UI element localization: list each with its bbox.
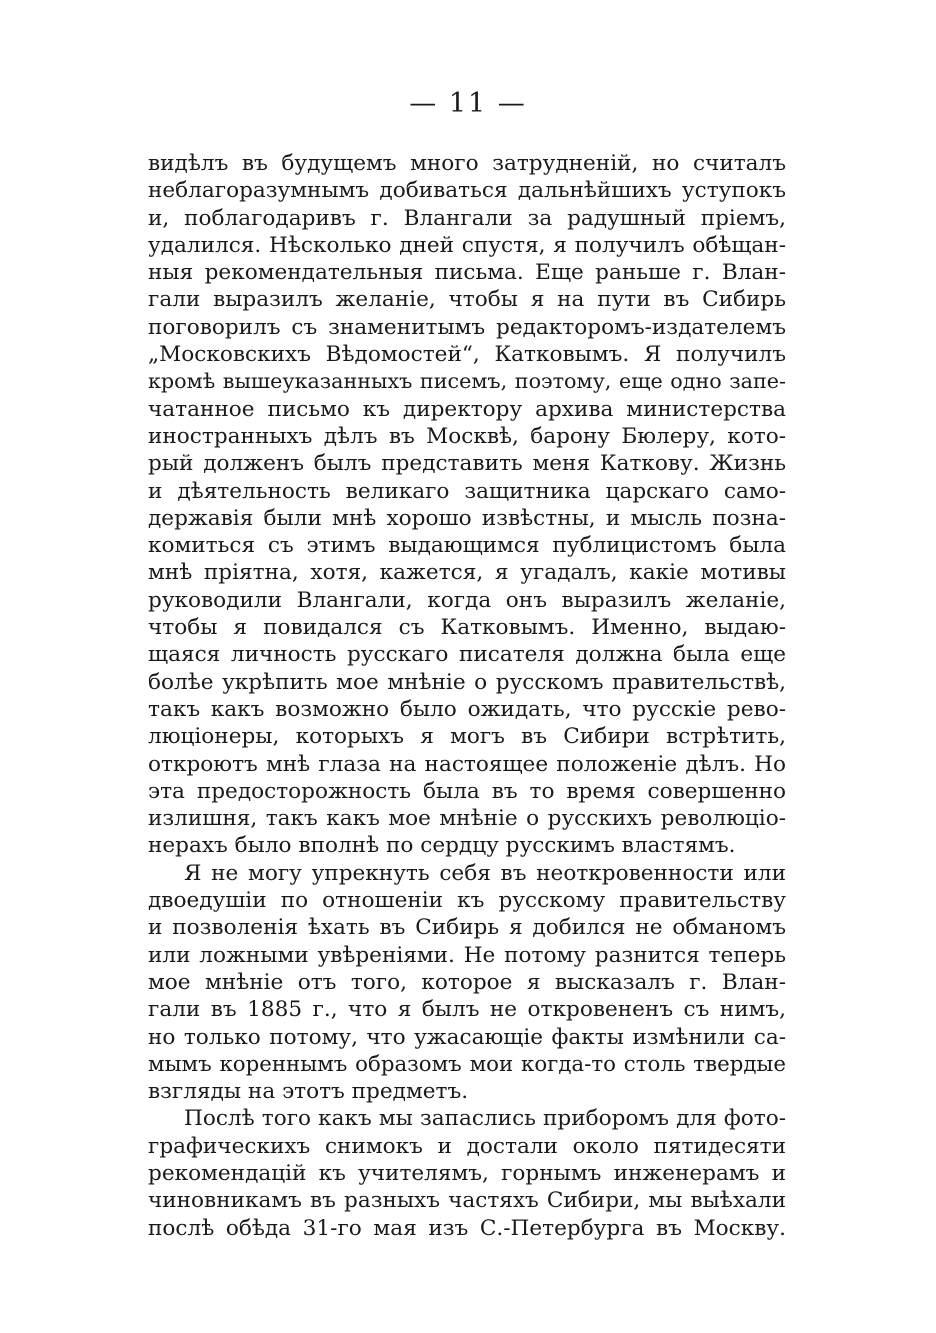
text-line: но только потому, что ужасающіе факты измѣнили са-	[148, 1024, 786, 1050]
text-line: графическихъ снимокъ и достали около пятидесяти	[148, 1133, 786, 1159]
text-line: кромѣ вышеуказанныхъ писемъ, поэтому, еще одно запе-	[148, 369, 786, 394]
text-line: руководили Влангали, когда онъ выразилъ желаніе,	[148, 587, 786, 613]
text-line: рекомендацій къ учителямъ, горнымъ инженерамъ и	[148, 1160, 786, 1186]
text-line: или ложными увѣреніями. Не потому разнится теперь	[148, 942, 786, 968]
text-line: гали въ 1885 г., что я былъ не откровененъ съ нимъ,	[148, 997, 786, 1023]
text-line: гали выразилъ желаніе, чтобы я на пути въ Сибирь	[148, 287, 786, 313]
text-line: мое мнѣніе отъ того, которое я высказалъ г. Влан-	[148, 969, 786, 995]
text-line: чатанное письмо къ директору архива министерства	[148, 396, 786, 422]
text-line: болѣе укрѣпить мое мнѣніе о русскомъ правительствѣ,	[148, 669, 786, 695]
text-line: взгляды на этотъ предметъ.	[148, 1079, 469, 1105]
text-line: поговорилъ съ знаменитымъ редакторомъ-издателемъ	[148, 314, 786, 340]
text-line: Я не могу упрекнуть себя въ неоткровенности или	[184, 860, 786, 886]
text-line: иностранныхъ дѣлъ въ Москвѣ, барону Бюлеру, кото-	[148, 423, 786, 449]
text-line: щаяся личность русскаго писателя должна была еще	[148, 642, 786, 668]
text-line: и дѣятельность великаго защитника царскаго само-	[148, 478, 786, 504]
text-line: удалился. Нѣсколько дней спустя, я получилъ обѣщан-	[148, 232, 786, 258]
text-line: ныя рекомендательныя письма. Еще раньше г. Влан-	[148, 260, 786, 286]
text-line: рый долженъ былъ представить меня Каткову. Жизнь	[148, 451, 786, 477]
text-line: люціонеры, которыхъ я могъ въ Сибири встрѣтить,	[148, 724, 786, 750]
body-text	[148, 150, 786, 1242]
text-line: послѣ обѣда 31-го мая изъ С.-Петербурга въ Москву.	[148, 1215, 786, 1241]
paragraph	[148, 150, 786, 860]
text-line: „Московскихъ Вѣдомостей“, Катковымъ. Я получилъ	[148, 342, 786, 368]
text-line: излишня, такъ какъ мое мнѣніе о русскихъ революціо-	[148, 806, 786, 832]
paragraph	[148, 1105, 786, 1241]
text-line: мымъ кореннымъ образомъ мои когда-то столь твердые	[148, 1051, 786, 1077]
text-line: откроютъ мнѣ глаза на настоящее положеніе дѣлъ. Но	[148, 751, 786, 777]
text-line: двоедушіи по отношеніи къ русскому правительству	[148, 888, 786, 914]
text-line: мнѣ пріятна, хотя, кажется, я угадалъ, какіе мотивы	[148, 560, 786, 586]
paragraph	[148, 860, 786, 1106]
text-line: и, поблагодаривъ г. Влангали за радушный пріемъ,	[148, 205, 786, 231]
text-line: эта предосторожность была въ то время совершенно	[148, 778, 786, 804]
text-line: комиться съ этимъ выдающимся публицистомъ была	[148, 533, 786, 559]
text-line: такъ какъ возможно было ожидать, что русскіе рево-	[148, 696, 786, 722]
text-line: видѣлъ въ будущемъ много затрудненій, но считалъ	[148, 151, 786, 176]
text-line: державія были мнѣ хорошо извѣстны, и мысль позна-	[148, 505, 786, 531]
text-line: и позволенія ѣхать въ Сибирь я добился не обманомъ	[148, 915, 786, 941]
text-line: Послѣ того какъ мы запаслись приборомъ для фото-	[184, 1106, 786, 1132]
text-line: нерахъ было вполнѣ по сердцу русскимъ властямъ.	[148, 833, 736, 859]
page-number: — 11 —	[409, 88, 527, 119]
text-line: неблагоразумнымъ добиваться дальнѣйшихъ уступокъ	[148, 178, 786, 204]
text-line: чиновникамъ въ разныхъ частяхъ Сибири, мы выѣхали	[148, 1188, 786, 1214]
text-line: чтобы я повидался съ Катковымъ. Именно, выдаю-	[148, 615, 786, 641]
